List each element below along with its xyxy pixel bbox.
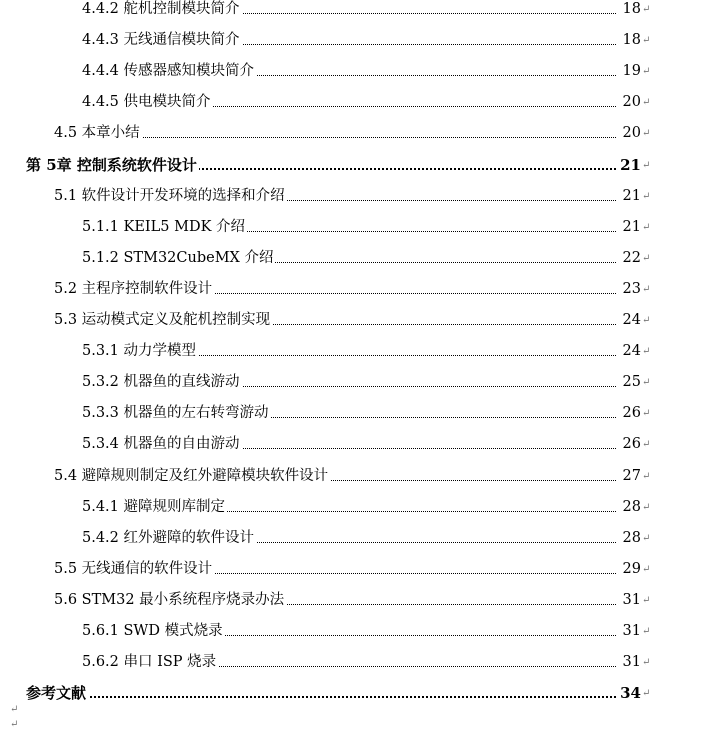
paragraph-mark: ↵ [642,160,651,171]
paragraph-mark: ↵ [642,128,651,139]
toc-page-number: 34 [617,684,641,702]
toc-page-number: 29 [617,560,641,578]
toc-page-number: 31 [617,622,641,640]
toc-page-number: 23 [617,280,641,298]
toc-entry-title: 第 5章 控制系统软件设计 [26,156,197,174]
toc-entry-title: 5.1.1 KEIL5 MDK 介绍 [82,219,246,235]
toc-entry-title: 5.4.1 避障规则库制定 [82,499,226,515]
toc-entry-title: 5.4.2 红外避障的软件设计 [82,530,255,546]
toc-entry-title: 5.2 主程序控制软件设计 [54,281,213,297]
toc-entry-title: 5.6.1 SWD 模式烧录 [82,623,223,639]
toc-page-number: 19 [617,62,641,80]
toc-chapter-entry[interactable] [0,684,704,706]
toc-entry[interactable] [0,342,704,364]
paragraph-mark: ↵ [642,35,651,46]
toc-page-number: 28 [617,498,641,516]
dot-leader [94,137,616,138]
toc-page-number: 24 [617,311,641,329]
toc-entry[interactable] [0,404,704,426]
paragraph-mark: ↵ [642,4,651,15]
toc-entry-title: 4.4.4 传感器感知模块简介 [82,63,255,79]
toc-entry-title: 5.3.2 机器鱼的直线游动 [82,374,240,390]
toc-entry[interactable] [0,560,704,582]
paragraph-mark: ↵ [642,66,651,77]
toc-page-number: 25 [617,373,641,391]
toc-entry-title: 5.3 运动模式定义及舵机控制实现 [54,312,271,328]
toc-entry-title: 5.5 无线通信的软件设计 [54,561,213,577]
toc-entry-title: 4.4.2 舵机控制模块简介 [82,1,240,17]
toc-entry[interactable] [0,280,704,302]
toc-entry-title: 4.4.5 供电模块简介 [82,94,211,110]
toc-entry[interactable] [0,529,704,551]
toc-entry[interactable] [0,622,704,644]
toc-page-number: 21 [617,156,641,174]
paragraph-mark: ↵ [642,502,651,513]
toc-entry-title: 4.4.3 无线通信模块简介 [82,32,240,48]
toc-page-number: 26 [617,404,641,422]
toc-page-number: 18 [617,31,641,49]
toc-page-number: 26 [617,435,641,453]
toc-page-number: 24 [617,342,641,360]
paragraph-mark: ↵ [642,284,651,295]
toc-page-number: 31 [617,653,641,671]
toc-entry[interactable] [0,31,704,53]
paragraph-mark: ↵ [642,222,651,233]
toc-entry-title: 5.4 避障规则制定及红外避障模块软件设计 [54,468,329,484]
toc-page-number: 20 [617,93,641,111]
toc-entry[interactable] [0,498,704,520]
paragraph-mark: ↵ [642,191,651,202]
toc-page-number: 20 [617,124,641,142]
toc-page-number: 28 [617,529,641,547]
toc-entry[interactable] [0,62,704,84]
toc-entry-title: 5.1.2 STM32CubeMX 介绍 [82,250,274,266]
paragraph-mark: ↵ [642,533,651,544]
paragraph-mark: ↵ [642,626,651,637]
toc-page-number: 18 [617,0,641,18]
toc-page-number: 21 [617,187,641,205]
toc-entry[interactable] [0,93,704,115]
toc-entry[interactable] [0,218,704,240]
toc-entry-title: 参考文献 [26,684,87,702]
paragraph-mark: ↵ [642,657,651,668]
paragraph-mark: ↵ [642,315,651,326]
toc-entry[interactable] [0,467,704,489]
toc-entry[interactable] [0,0,704,22]
toc-page-number: 27 [617,467,641,485]
paragraph-mark: ↵ [642,595,651,606]
toc-entry-title: 5.3.3 机器鱼的左右转弯游动 [82,405,269,421]
toc-chapter-entry[interactable] [0,156,704,178]
toc-entry-title: 5.6.2 串口 ISP 烧录 [82,654,217,670]
paragraph-mark: ↵ [642,471,651,482]
toc-entry-title: 4.5 本章小结 [54,125,140,141]
toc-page-number: 31 [617,591,641,609]
paragraph-mark: ↵ [642,377,651,388]
toc-entry-title: 5.6 STM32 最小系统程序烧录办法 [54,592,285,608]
paragraph-mark: ↵ [642,688,651,699]
paragraph-mark: ↵ [642,346,651,357]
toc-entry[interactable] [0,653,704,675]
paragraph-mark: ↵ [642,408,651,419]
toc-entry[interactable] [0,591,704,613]
toc-entry[interactable] [0,311,704,333]
paragraph-mark: ↵ [642,97,651,108]
dot-leader [66,696,616,698]
paragraph-mark: ↵ [642,439,651,450]
empty-paragraph-mark: ↵ [10,704,19,715]
toc-entry[interactable] [0,373,704,395]
toc-entry-title: 5.3.4 机器鱼的自由游动 [82,436,240,452]
paragraph-mark: ↵ [642,253,651,264]
toc-entry-title: 5.1 软件设计开发环境的选择和介绍 [54,188,285,204]
toc-entry[interactable] [0,249,704,271]
empty-paragraph-mark: ↵ [10,719,19,730]
toc-page-number: 22 [617,249,641,267]
toc-entry[interactable] [0,124,704,146]
paragraph-mark: ↵ [642,564,651,575]
toc-page-number: 21 [617,218,641,236]
toc-entry-title: 5.3.1 动力学模型 [82,343,197,359]
toc-entry[interactable] [0,435,704,457]
toc-entry[interactable] [0,187,704,209]
